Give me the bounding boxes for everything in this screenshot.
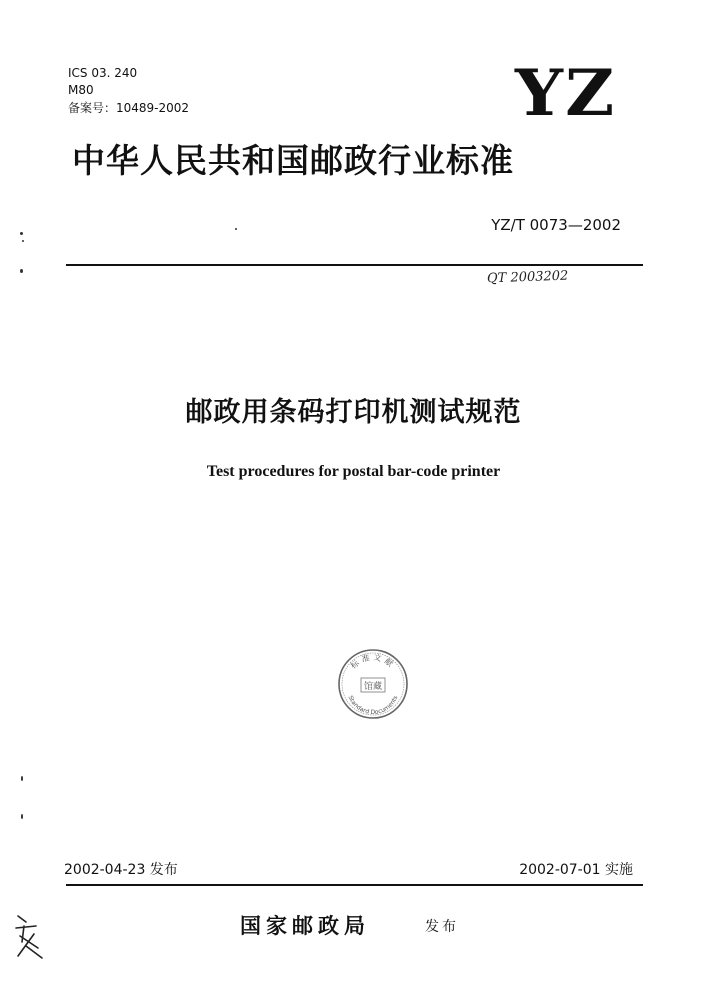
bottom-divider bbox=[66, 884, 643, 886]
scan-mark bbox=[20, 269, 23, 273]
handwritten-mark bbox=[12, 912, 46, 964]
record-number: 备案号：10489-2002 bbox=[68, 101, 190, 115]
scan-mark bbox=[21, 776, 23, 781]
top-divider bbox=[66, 264, 643, 266]
document-title-english: Test procedures for postal bar-code printer bbox=[206, 463, 501, 480]
standard-category-title: 中华人民共和国邮政行业标准 bbox=[72, 141, 514, 180]
issue-date: 2002-04-23 发布 bbox=[64, 862, 178, 878]
stamp-center-text: 馆藏 bbox=[363, 682, 383, 692]
scan-mark bbox=[20, 232, 23, 235]
handwritten-note: QT 2003202 bbox=[486, 268, 569, 287]
document-title-chinese: 邮政用条码打印机测试规范 bbox=[185, 397, 522, 428]
scan-mark bbox=[22, 240, 24, 242]
yz-logo: YZ bbox=[515, 56, 617, 131]
scan-mark bbox=[21, 814, 23, 819]
ics-code: ICS 03. 240 bbox=[68, 66, 138, 80]
classification-code: M80 bbox=[68, 83, 94, 97]
publisher-suffix: 发布 bbox=[425, 919, 459, 935]
scan-mark bbox=[235, 228, 237, 230]
stamp-bottom-text: Standard Documents bbox=[346, 694, 400, 717]
library-stamp bbox=[337, 648, 409, 720]
publisher-name: 国家邮政局 bbox=[240, 913, 370, 938]
stamp-top-text: 标准文献 bbox=[349, 652, 397, 671]
implementation-date: 2002-07-01 实施 bbox=[519, 862, 633, 878]
standard-number: YZ/T 0073—2002 bbox=[491, 216, 621, 234]
